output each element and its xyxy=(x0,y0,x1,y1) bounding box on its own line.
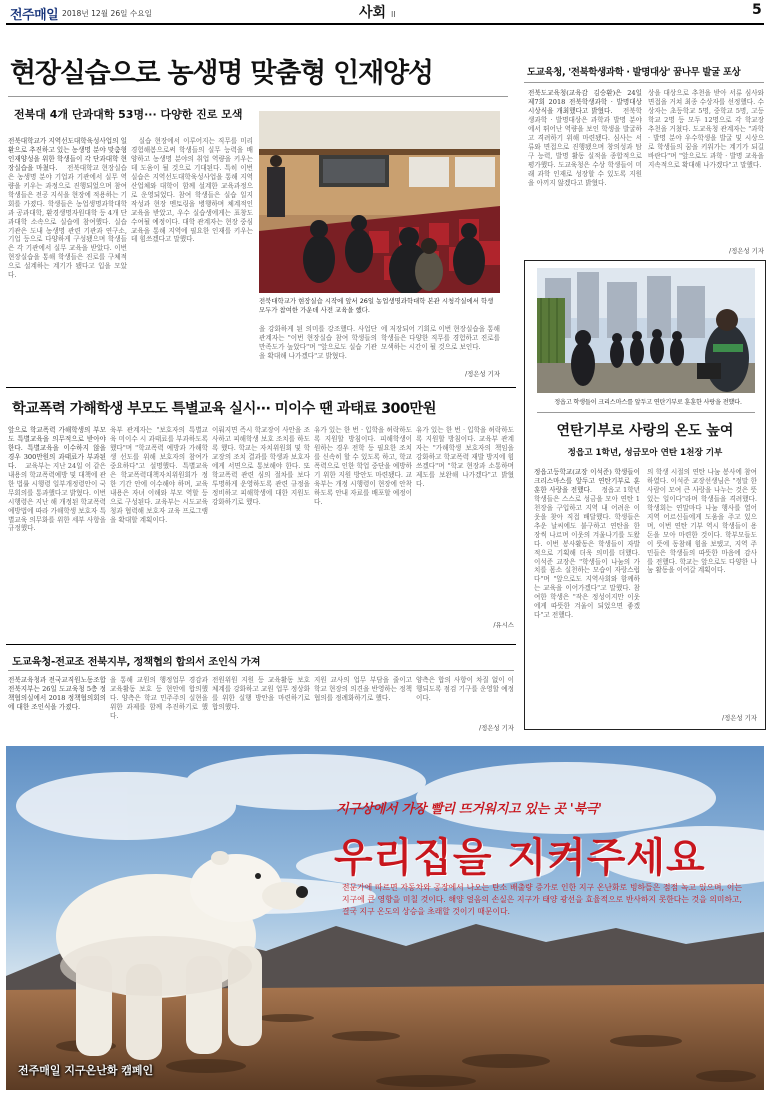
section-mark: II xyxy=(390,10,396,19)
ad-banner xyxy=(6,746,764,1090)
violence-body-col4: 유가 있는 한 번 · 입학을 허락하도록 지원할 방침이다. 피해학생이 원하는 경우 전학 등 필요한 조치를 신속히 할 수 있도록 하고, 학교폭력으로 인한 학업 중단을 예방하기 위한 지원 방안도 마련됐다. 교육부는 개정 시행령이 현장에 안착하도록 안내 자료를 배포할 예정이다. xyxy=(314,426,412,506)
section-title: 사회 xyxy=(359,5,387,21)
lead-body-col1: 전북대학교가 지역선도대학육성사업의 일환으로 추진하고 있는 농생명 분야 맞춤형 인재양성을 위한 학생들이 각 단과대학 현장실습을 마쳤다. 전북대학교 현장실습은 농생명 분야 기업과 기관에서 실무 역량을 키우는 과정으로 진행되었으며 참여 학생들은 전공 지식을 현장에 적용하는 기회를 가졌다. 학생들은 농업생명과학대학과 공과대학, 환경생명자원대학 등 4개 단과대학 소속으로 실습에 참여했다. 실습 기관은 도내 농생명 관련 기관과 연구소, 기업 등으로 다양하게 구성됐으며 학생들은 각 기관에서 실무 교육을 받았다. 이번 현장실습을 통해 학생들은 진로를 구체적으로 설계하는 계기가 됐다고 입을 모았다. xyxy=(8,137,127,280)
consult-top-rule xyxy=(6,644,516,645)
ad-tagline: 지구상에서 가장 빨리 뜨거워지고 있는 곳 '북극' xyxy=(336,802,602,817)
sidebar-byline: /정은성 기자 xyxy=(728,247,764,255)
ad-headline: 우리집을 지켜주세요 xyxy=(334,835,706,881)
ad-credit: 전주매일 지구온난화 캠페인 xyxy=(18,1064,154,1077)
violence-body-col2: 육부 관계자는 "보호자의 특별교육 미이수 시 과태료를 부과하도록 했다"며 "학교폭력 예방과 가해학생 선도를 위해 보호자의 참여가 중요하다"고 설명했다. 특별교육은 학교폭력대책자치위원회가 정한 기간 안에 이수해야 하며, 교육 내용은 자녀 이해와 부모 역할 등으로 구성된다. 교육부는 시도교육청과 협력해 보호자 교육 프로그램을 확대할 계획이다. xyxy=(110,426,208,524)
consult-body-col3: 전원위원 지원 등 교육활동 보호 체계를 강화하고 교원 업무 정상화를 위한 실행 방안을 마련하기로 합의했다. xyxy=(212,676,310,711)
lead-body-col4: 에 저장되어 기회로 이번 현장실습을 통해 학생들은 다양한 직무를 경험하고 진로를 모색하는 시간이 될 것으로 보인다. xyxy=(381,325,500,351)
sidebar-body-col1: 전북도교육청(교육감 김승환)은 24일 제7회 2018 전북학생과학 · 발명대상 시상식을 개최했다고 밝혔다. 전북학생과학 · 발명대상은 과학과 발명 분야에서 뛰어난 역량을 보인 학생을 발굴하고 격려하기 위해 마련됐다. 심사는 서류와 면접으로 진행됐으며 창의성과 탐구 능력, 발명 활동 실적을 종합적으로 평가했다. 도교육청은 수상 학생들이 미래 과학 인재로 성장할 수 있도록 지원을 아끼지 않겠다고 밝혔다. xyxy=(528,89,642,187)
donation-photo-caption: 정읍고 학생들이 크리스마스를 앞두고 연탄기부로 훈훈한 사랑을 전했다. xyxy=(554,399,742,406)
consult-rule xyxy=(8,670,514,671)
consult-body-col2: 을 통해 교원의 행정업무 경감과 교육활동 보호 등 현안에 합의했다. 양측은 학교 민주주의 실현을 위한 과제를 함께 추진하기로 했다. xyxy=(110,676,208,720)
masthead-rule xyxy=(6,23,764,25)
violence-body-col5: 유가 있는 한 번 · 입학을 허락하도록 지원할 방침이다. 교육부 관계자는 "가해학생 보호자의 책임을 강화하고 학교폭력 재발 방지에 힘쓰겠다"며 "학교 현장과 소통하며 제도를 보완해 나가겠다"고 밝혔다. xyxy=(416,426,514,488)
consult-opening: 전북교육청과 전국교직원노동조합 전북지부는 26일 도교육청 5층 정책협의실에서 2018 정책협의회의에 대한 조인식을 가졌다. xyxy=(8,676,106,711)
masthead-date: 2018년 12월 26일 수요일 xyxy=(62,9,152,18)
lead-byline: /정은성 기자 xyxy=(464,370,500,378)
lead-headline: 현장실습으로 농생명 맞춤형 인재양성 xyxy=(10,58,433,89)
sidebar-opening: 전북도교육청(교육감 김승환)은 24일 제7회 2018 전북학생과학 · 발명대상 시상식을 개최했다고 밝혔다. xyxy=(528,89,642,115)
consult-headline: 도교육청-전교조 전북지부, 정책협의 합의서 조인식 가져 xyxy=(12,656,261,668)
masthead-paper-name: 전주매일 xyxy=(10,8,59,23)
donation-headline: 연탄기부로 사랑의 온도 높여 xyxy=(556,423,734,439)
lead-body-col3: 을 강화하게 된 의미를 강조했다. 사업단 관계자는 "이번 현장실습 참여 학생들의 만족도가 높았다"며 "앞으로도 실습 기관을 확대해 나가겠다"고 밝혔다. xyxy=(259,325,377,360)
lead-rule xyxy=(8,96,508,97)
donation-photo xyxy=(537,268,755,393)
donation-body-col1: 정읍고등학교(교장 이석준) 학생들이 크리스마스를 앞두고 연탄기부로 훈훈한 사랑을 전했다. 정읍고 1학년 학생들은 스스로 성금을 모아 연탄 1천장을 구입하고 지역 내 어려운 이웃을 찾아 직접 배달했다. 학생들은 추운 날씨에도 불구하고 연탄을 한 장씩 나르며 이웃의 겨울나기를 도왔다. 이번 봉사활동은 학생들이 자발적으로 기획해 더욱 의미를 더했다. 이석준 교장은 "학생들이 나눔의 가치를 몸소 실천하는 모습이 자랑스럽다"며 "앞으로도 지역사회와 함께하는 교육을 이어가겠다"고 말했다. 참여한 학생은 "작은 정성이지만 이웃에게 따뜻한 겨울이 되었으면 좋겠다"고 전했다. xyxy=(534,468,640,620)
sidebar-rule xyxy=(524,82,764,83)
lead-photo-caption: 전북대학교가 현장실습 시작에 앞서 26일 농업생명과학대학 본관 시청각실에서 학생 모두가 참여한 가운데 사전 교육을 했다. xyxy=(259,297,494,315)
lead-opening: 전북대학교가 지역선도대학육성사업의 일환으로 추진하고 있는 농생명 분야 맞춤형 인재양성을 위한 학생들이 각 단과대학 현장실습을 마쳤다. xyxy=(8,137,127,172)
sidebar-body-col2: 상을 대상으로 추천을 받아 서류 심사와 면접을 거쳐 최종 수상자를 선정했다. 수상자는 초등학교 5명, 중학교 5명, 고등학교 2명 등 모두 12명으로 각 학교장 추천을 거쳤다. 도교육청 관계자는 "과학 · 발명 분야 우수학생을 발굴 및 시상으로 학생들의 꿈을 키워가는 계기가 되길 바란다"며 "앞으로도 과학 · 발명 교육을 지속적으로 확대해 나가겠다"고 말했다. xyxy=(648,89,764,169)
masthead-section xyxy=(359,2,396,22)
violence-body-col1: 앞으로 학교폭력 가해학생의 부모도 특별교육을 의무적으로 받아야 한다. 특별교육을 이수하지 않을 경우 300만원의 과태료가 부과된다. 교육부는 지난 24일 이 같은 내용의 학교폭력예방 및 대책에 관한 법률 시행령 일부개정령안이 국무회의를 통과했다고 밝혔다. 이번 시행령은 지난 해 개정된 학교폭력예방법에 따라 가해학생 보호자 특별교육 의무화를 위한 세부 사항을 규정했다. xyxy=(8,426,106,533)
lead-subheadline: 전북대 4개 단과대학 53명··· 다양한 진로 모색 xyxy=(14,108,243,121)
donation-subheadline: 정읍고 1학년, 성금모아 연탄 1천장 기부 xyxy=(567,448,723,458)
violence-body-col3: 이뤄지면 즉시 학교장이 사안을 조사하고 피해학생 보호 조치를 하도록 했다. 학교는 자치위원회 및 학교장의 조치 결과를 학생과 보호자에게 서면으로 통보해야 한다. 또 학교폭력 관련 심의 절차를 보다 투명하게 운영하도록 관련 규정을 정비하고 피해학생에 대한 지원도 강화하기로 했다. xyxy=(212,426,310,506)
violence-opening: 앞으로 학교폭력 가해학생의 부모도 특별교육을 의무적으로 받아야 한다. 특별교육을 이수하지 않을 경우 300만원의 과태료가 부과된다. xyxy=(8,426,106,470)
violence-headline: 학교폭력 가해학생 부모도 특별교육 실시··· 미이수 땐 과태료 300만원 xyxy=(12,401,436,417)
sidebar-headline: 도교육청, '전북학생과학 · 발명대상' 꿈나무 발굴 포상 xyxy=(527,67,741,78)
violence-top-rule xyxy=(6,387,516,388)
page-number: 5 xyxy=(752,2,762,18)
consult-body-col4: 지원 교사의 업무 부담을 줄이고 학교 현장의 의견을 반영하는 정책 협의를 정례화하기로 했다. xyxy=(314,676,412,702)
consult-body-col5: 양측은 합의 사항이 차질 없이 이행되도록 점검 기구를 운영할 예정이다. xyxy=(416,676,514,702)
lead-photo xyxy=(259,111,500,293)
donation-byline: /정은성 기자 xyxy=(721,714,757,722)
consult-body-col1 xyxy=(8,676,106,732)
donation-rule xyxy=(537,412,755,413)
consult-byline: /정은성 기자 xyxy=(478,724,514,732)
donation-body-col2: 의 학생 시절의 연탄 나눔 봉사에 참여하였다. 이석준 교장선생님은 "정말 한 사람이 모여 큰 사랑을 나누는 것은 뜻있는 일이다"라며 학생들을 격려했다. 학생회는 연말마다 나눔 행사를 열어 지역 어르신들에게 도움을 주고 있으며, 이번 연탄 기부 역시 학생들이 용돈을 모아 마련한 것이다. 학부모들도 이 뜻에 동참해 힘을 보탰고, 지역 주민들은 학생들의 따뜻한 마음에 감사를 전했다. 학교는 앞으로도 다양한 나눔 활동을 이어갈 계획이다. xyxy=(647,468,757,575)
lead-body-col2: 실습 현장에서 이루어지는 직무를 미리 경험해봄으로써 학생들의 실무 능력을 배양하고 농생명 분야의 취업 역량을 키우는 데 도움이 될 것으로 기대된다. 특히 이번 실습은 지역선도대학육성사업을 통해 지역 산업체와 대학이 함께 설계한 교육과정으로 운영되었다. 참여 학생들은 실습 일지 작성과 현장 멘토링을 병행하며 체계적인 교육을 받았고, 우수 실습생에게는 표창도 수여될 예정이다. 대학 관계자는 현장 중심 교육을 통해 지역에 필요한 인재를 키우는 데 힘쓰겠다고 말했다. xyxy=(131,137,253,244)
ad-body: 전문가에 따르면 자동차와 공장에서 나오는 탄소 배출량 증가로 인한 지구 온난화로 빙하들은 점점 녹고 있으며, 이는 지구에 큰 영향을 미칠 것이다. 해양 얼음의 손실은 지구가 태양 광선을 효율적으로 반사하지 못한다는 것을 의미하고, 결국 지구 온도의 상승을 초래할 것이기 때문이다. xyxy=(342,883,742,917)
violence-byline: /유시스 xyxy=(493,621,514,629)
donation-opening: 정읍고등학교(교장 이석준) 학생들이 크리스마스를 앞두고 연탄기부로 훈훈한 사랑을 전했다. xyxy=(534,468,640,494)
